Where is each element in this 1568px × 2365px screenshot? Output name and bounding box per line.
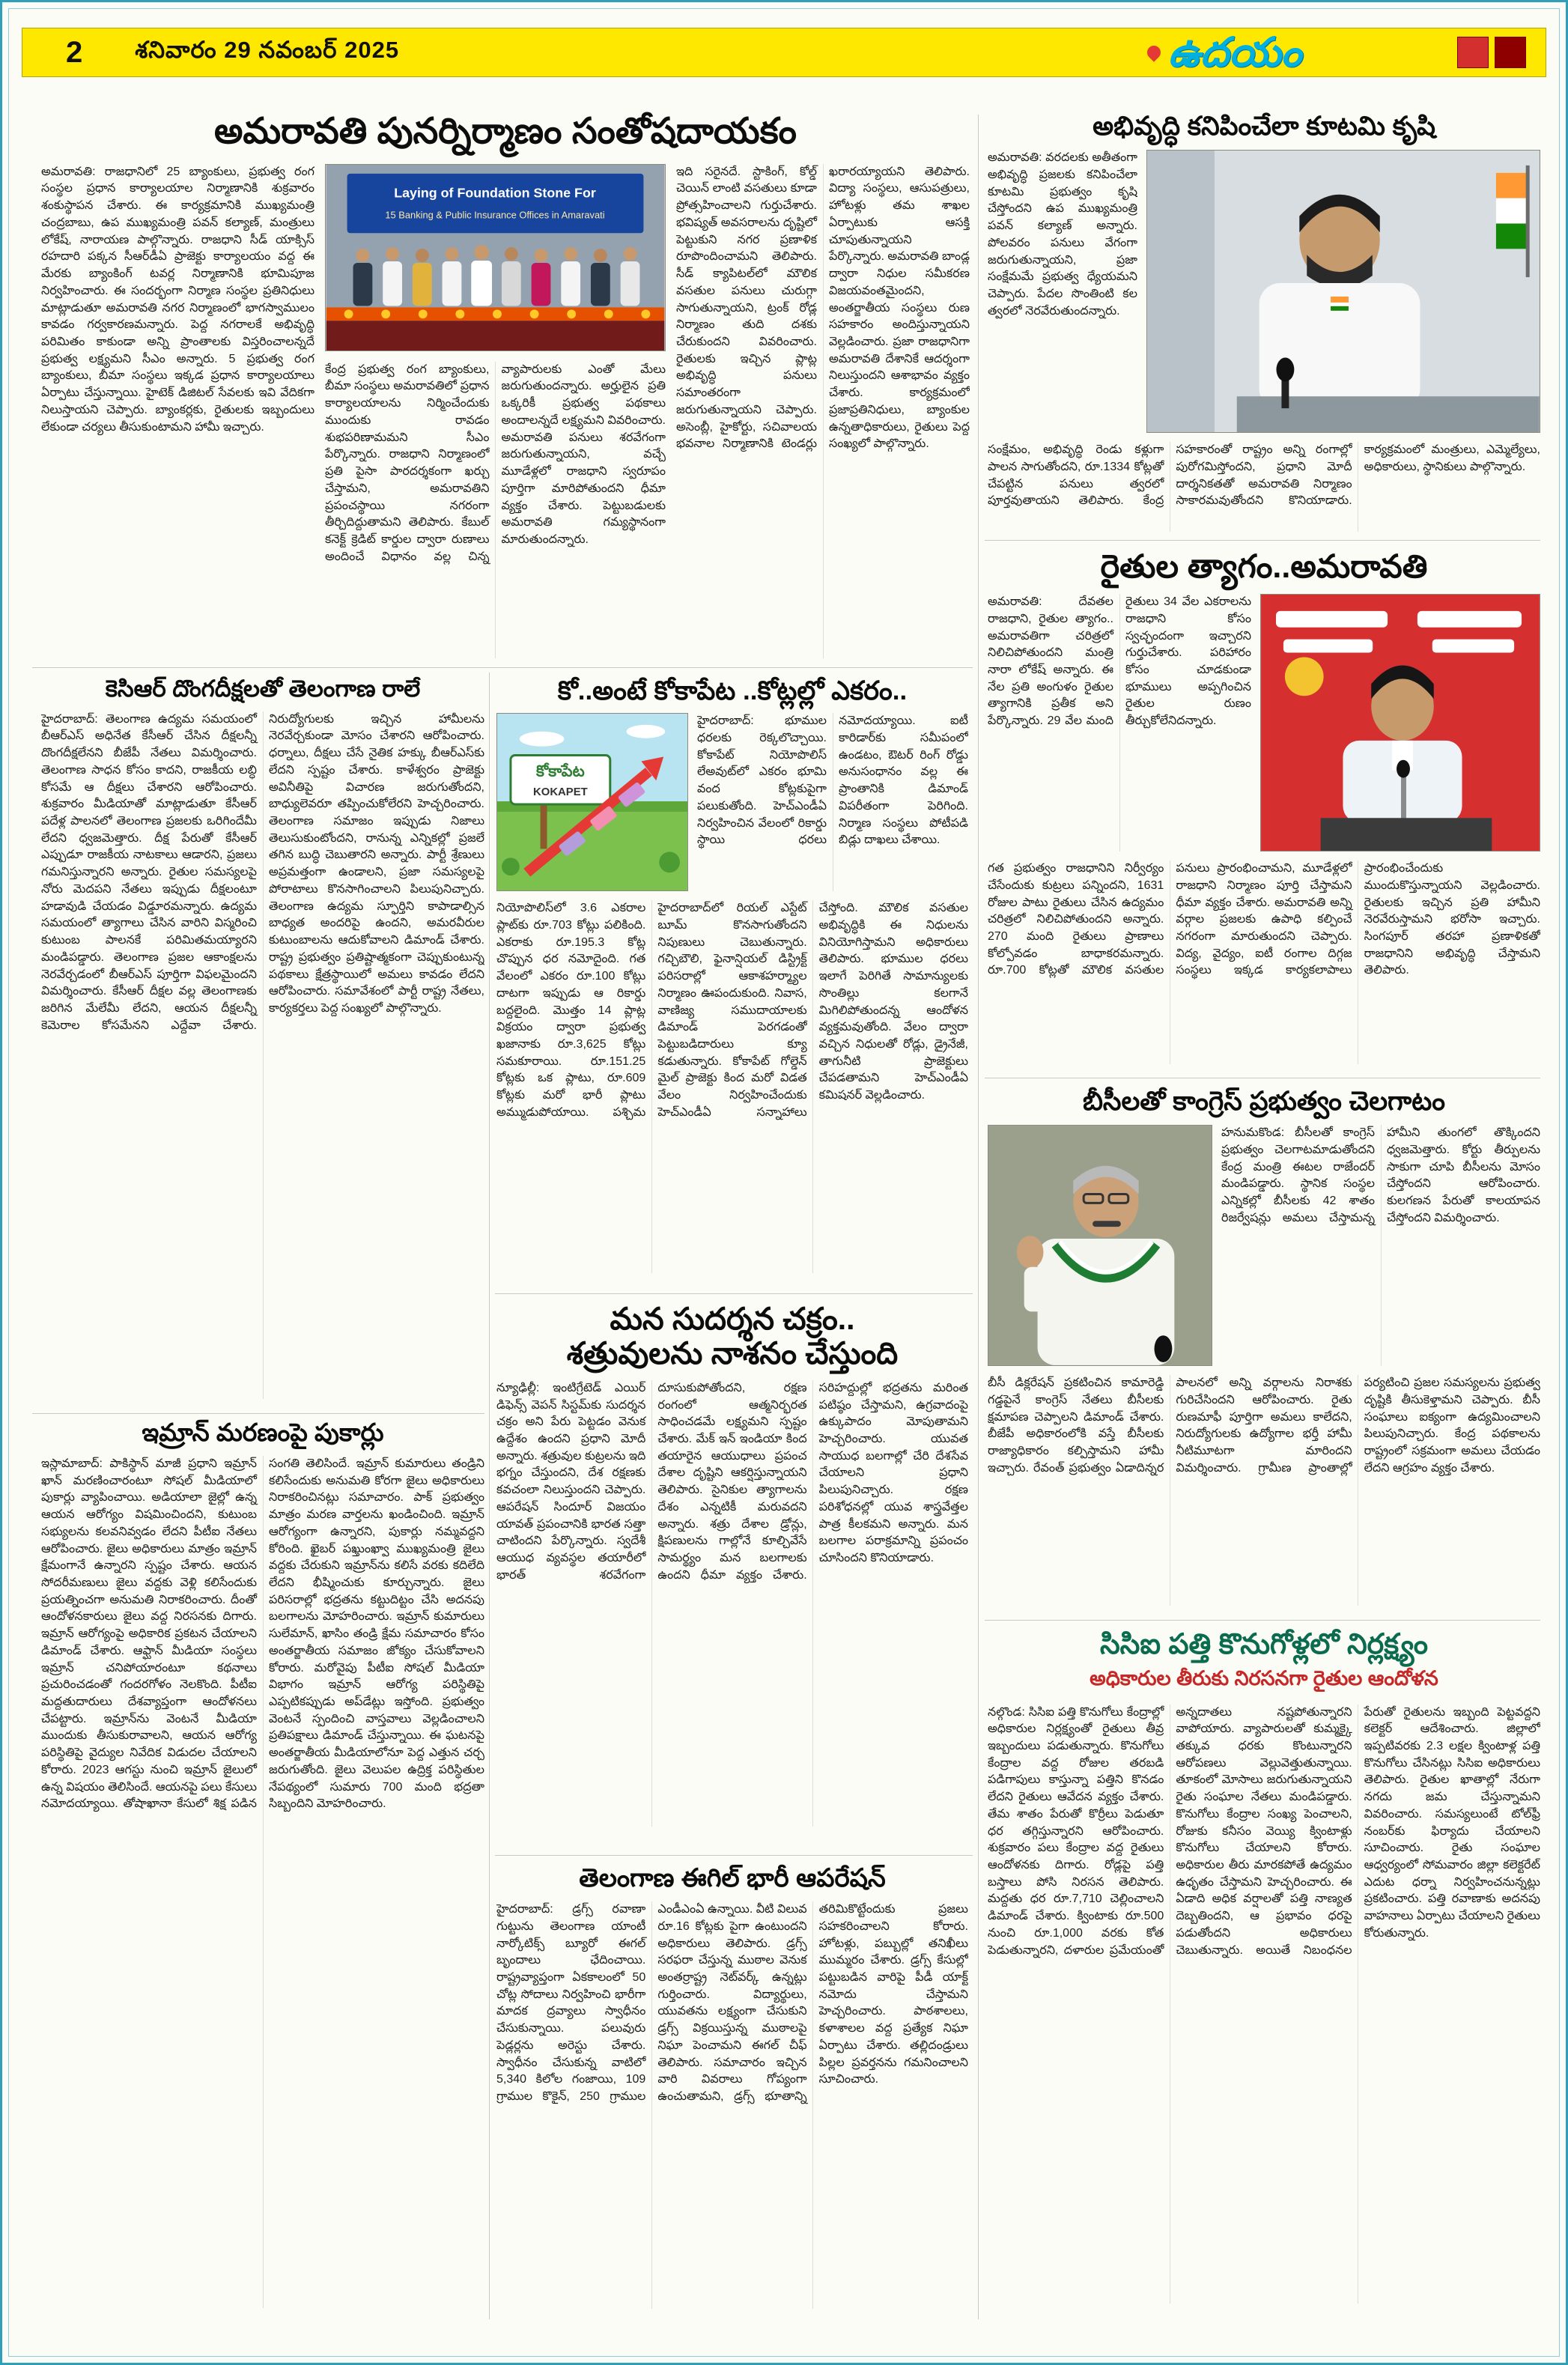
article-text: నియోపొలిస్‌లో 3.6 ఎకరాల ప్లాట్‌కు రూ.703 కోట్లు పలికింది. ఎకరాకు రూ.195.3 కోట్ల చొప్పున ధర నమోదైంది. గత వేలంలో ఎకరం రూ.100 కోట్లు దాటగా ఇప్పుడు ఆ రికార్డు బద్దలైంది. మొత్తం 14 ప్లాట్ల విక్రయం ద్వారా ప్రభుత్వ ఖజానాకు రూ.3,625 కోట్లు సమకూరాయి. రూ.151.25 కోట్లకు ఒక ప్లాటు, రూ.609 కోట్లకు మరో భారీ ప్లాటు అమ్ముడుపోయాయి. పశ్చిమ హైదరాబాద్‌లో రియల్ ఎస్టేట్ బూమ్ కొనసాగుతోందని నిపుణులు చెబుతున్నారు. గచ్చిబౌలి, ఫైనాన్షియల్ డిస్ట్రిక్ట్ పరిసరాల్లో ఆకాశహర్మ్యాల నిర్మాణం ఊపందుకుంది. నివాస, వాణిజ్య సముదాయాలకు డిమాండ్ పెరగడంతో పెట్టుబడిదారులు క్యూ కడుతున్నారు. కోకాపేట్ గోల్డెన్ మైల్ ప్రాజెక్టు కింద మరో విడత వేలం నిర్వహించేందుకు హెచ్ఎండీఏ సన్నాహాలు చేస్తోంది. మౌలిక వసతుల అభివృద్ధికి ఈ నిధులను వినియోగిస్తామని అధికారులు తెలిపారు. భూముల ధరలు ఇలాగే పెరిగితే సామాన్యులకు సొంతిల్లు కలగానే మిగిలిపోతుందన్న ఆందోళన వ్యక్తమవుతోంది. వేలం ద్వారా వచ్చిన నిధులతో రోడ్లు, డ్రైనేజీ, తాగునీటి ప్రాజెక్టులు చేపడతామని హెచ్ఎండీఏ కమిషనర్ వెల్లడించారు. — [496, 902, 968, 1119]
banner-line-1: Laying of Foundation Stone For — [394, 185, 596, 201]
headline-kcr-deekshalu: కెసిఆర్ దొంగదీక్షలతో తెలంగాణ రాలే — [105, 676, 421, 702]
headline-kokapet-auction: కో..అంటే కోకాపేట ..కోట్లల్లో ఎకరం.. — [557, 676, 908, 705]
headline-eagle-operation: తెలంగాణ ఈగిల్ భారీ ఆపరేషన్ — [579, 1864, 886, 1892]
header-badge-dark — [1495, 37, 1526, 68]
section-divider — [32, 667, 973, 668]
headline-rythula-tyagam: రైతుల త్యాగం..అమరావతి — [1100, 549, 1428, 585]
article-kutami-krushi — [988, 112, 1540, 532]
foundation-ceremony-photo — [325, 164, 666, 351]
headline-sudarshan-line2: శత్రువులను నాశనం చేస్తుంది — [566, 1335, 899, 1370]
headline-amaravati-rebuild: అమరావతి పునర్నిర్మాణం సంతోషదాయకం — [213, 112, 797, 151]
page-number: 2 — [66, 35, 83, 69]
section-divider — [495, 1293, 973, 1294]
headline-cci-cotton: సిసిఐ పత్తి కొనుగోళ్లలో నిర్లక్ష్యం — [1099, 1629, 1428, 1660]
pawan-kalyan-photo — [1146, 150, 1540, 433]
article-text: న్యూఢిల్లీ: ఇంటిగ్రేటెడ్ ఎయిర్ డిఫెన్స్ వెపన్ సిస్టమ్‌కు సుదర్శన చక్రం అని పేరు పెట్టడం వెనుక ఉద్దేశం ఉందని ప్రధాని మోదీ అన్నారు. శత్రువుల కుట్రలను ఇది భగ్నం చేస్తుందని, దేశ రక్షణకు కవచంలా నిలుస్తుందని చెప్పారు. ఆపరేషన్ సిందూర్ విజయం యావత్ ప్రపంచానికి భారత సత్తా చాటిందని పేర్కొన్నారు. స్వదేశీ ఆయుధ వ్యవస్థల తయారీలో భారత్ శరవేగంగా దూసుకుపోతోందని, రక్షణ రంగంలో ఆత్మనిర్భరత సాధించడమే లక్ష్యమని స్పష్టం చేశారు. మేక్ ఇన్ ఇండియా కింద తయారైన ఆయుధాలు ప్రపంచ దేశాల దృష్టిని ఆకర్షిస్తున్నాయని తెలిపారు. సైనికుల త్యాగాలను దేశం ఎన్నటికీ మరువదని అన్నారు. శత్రు దేశాల డ్రోన్లు, క్షిపణులను గాల్లోనే కూల్చివేసే సామర్థ్యం మన బలగాలకు ఉందని ధీమా వ్యక్తం చేశారు. సరిహద్దుల్లో భద్రతను మరింత పటిష్ఠం చేస్తామని, ఉగ్రవాదంపై ఉక్కుపాదం మోపుతామని హెచ్చరించారు. యువత సాయుధ బలగాల్లో చేరి దేశసేవ చేయాలని ప్రధాని పిలుపునిచ్చారు. రక్షణ పరిశోధనల్లో యువ శాస్త్రవేత్తల పాత్ర కీలకమని అన్నారు. మన బలగాల పరాక్రమాన్ని ప్రపంచం చూసిందని కొనియాడారు. — [496, 1381, 968, 1582]
column-divider — [489, 673, 490, 2319]
article-text: హైదరాబాద్: భూముల ధరలకు రెక్కలొచ్చాయి. కోకాపేట్ నియోపొలిస్ లేఅవుట్‌లో ఎకరం భూమి వంద కోట్లకుపైగా పలుకుతోంది. హెచ్ఎండీఏ నిర్వహించిన వేలంలో రికార్డు స్థాయి ధరలు నమోదయ్యాయి. ఐటీ కారిడార్‌కు సమీపంలో ఉండటం, ఔటర్ రింగ్ రోడ్డు అనుసంధానం వల్ల ఈ ప్రాంతానికి డిమాండ్ విపరీతంగా పెరిగింది. నిర్మాణ సంస్థలు పోటీపడి బిడ్లు దాఖలు చేశాయి. — [697, 714, 968, 847]
masthead-logo — [1147, 32, 1301, 73]
article-text: అమరావతి: దేవతల రాజధాని, రైతుల త్యాగం.. అమరావతిగా చరిత్రలో నిలిచిపోతుందని మంత్రి నారా లోకేష్ అన్నారు. ఈ నేల ప్రతి అంగుళం రైతుల త్యాగానికి ప్రతీక అని పేర్కొన్నారు. 29 వేల మంది రైతులు 34 వేల ఎకరాలను రాజధాని కోసం స్వచ్ఛందంగా ఇచ్చారని గుర్తుచేశారు. పరిహారం కోసం చూడకుండా భూములు అప్పగించిన రైతుల రుణం తీర్చుకోలేనిదన్నారు. — [988, 595, 1251, 728]
header-bar — [22, 28, 1546, 77]
article-cci-cotton — [988, 1629, 1540, 2304]
header-badges — [1451, 37, 1526, 68]
section-divider — [985, 540, 1540, 541]
masthead-title: ఉదయం — [1167, 30, 1301, 75]
article-rythula-tyagam — [988, 549, 1540, 1064]
banner-line-2: 15 Banking & Public Insurance Offices in Amaravati — [385, 209, 605, 221]
section-divider — [495, 1855, 973, 1856]
article-text: హనుమకొండ: బీసీలతో కాంగ్రెస్ ప్రభుత్వం చెలగాటమాడుతోందని కేంద్ర మంత్రి ఈటల రాజేందర్ మండిపడ్డారు. స్థానిక సంస్థల ఎన్నికల్లో బీసీలకు 42 శాతం రిజర్వేషన్లు అమలు చేస్తామన్న హామీని తుంగలో తొక్కిందని ధ్వజమెత్తారు. కోర్టు తీర్పులను సాకుగా చూపి బీసీలను మోసం చేస్తోందని ఆరోపించారు. కులగణన పేరుతో కాలయాపన చేస్తోందని విమర్శించారు. — [1221, 1126, 1540, 1224]
lokesh-photo — [1260, 594, 1540, 851]
article-text: అమరావతి: రాజధానిలో 25 బ్యాంకులు, ప్రభుత్వ రంగ సంస్థల ప్రధాన కార్యాలయాల నిర్మాణానికి శుక్రవారం శంకుస్థాపన చేశారు. ఈ కార్యక్రమానికి ముఖ్యమంత్రి చంద్రబాబు, ఉప ముఖ్యమంత్రి పవన్ కల్యాణ్, మంత్రులు లోకేష్, నారాయణ పాల్గొన్నారు. రాజధాని సీడ్ యాక్సిస్ రహదారి పక్కన సీఆర్‌డీఏ ప్రాజెక్టు కార్యాలయం వద్ద ఈ మేరకు బ్యాంకింగ్ టవర్ల నిర్మాణానికి భూమిపూజ నిర్వహించారు. ఈ సందర్భంగా నిర్మాణ సంస్థల ప్రతినిధులు మాట్లాడుతూ అమరావతి నగర నిర్మాణంలో భాగస్వాములం కావడం గర్వకారణమన్నారు. పెద్ద నగరాలకే అభివృద్ధి పరిమితం కాకుండా అన్ని ప్రాంతాలకు విస్తరించాలన్నదే ప్రభుత్వ లక్ష్యమని సీఎం అన్నారు. 5 ప్రభుత్వ రంగ బ్యాంకులు, బీమా సంస్థలు ఇక్కడ ప్రధాన కార్యాలయాలు ఏర్పాటు చేస్తున్నాయి. హైటెక్ డిజిటల్ సేవలకు ఇవి వేదికగా నిలుస్తాయని చెప్పారు. బ్యాంకర్లకు, రైతులకు ఇబ్బందులు లేకుండా చర్యలు తీసుకుంటామని హామీ ఇచ్చారు. — [41, 165, 314, 434]
subhead-cci-cotton: అధికారుల తీరుకు నిరసనగా రైతుల ఆందోళన — [1090, 1666, 1438, 1689]
section-divider — [985, 1620, 1540, 1621]
article-text: ఇస్లామాబాద్: పాకిస్థాన్ మాజీ ప్రధాని ఇమ్రాన్ ఖాన్ మరణించారంటూ సోషల్ మీడియాలో పుకార్లు వ్యాపించాయి. అడియాలా జైల్లో ఉన్న ఆయన ఆరోగ్యం విషమించిందని, కుటుంబ సభ్యులను కలవనివ్వడం లేదని పీటీఐ నేతలు ఆరోపించారు. జైలు అధికారులు మాత్రం ఇమ్రాన్ క్షేమంగానే ఉన్నారని స్పష్టం చేశారు. ఆయన సోదరీమణులు జైలు వద్దకు వెళ్లి కలిసేందుకు ప్రయత్నించగా అనుమతి నిరాకరించారు. దీంతో ఆందోళనకారులు జైలు వద్ద నిరసనకు దిగారు. ఇమ్రాన్ ఆరోగ్యంపై అధికారిక ప్రకటన చేయాలని డిమాండ్ చేశారు. ఆఫ్ఘాన్ మీడియా సంస్థలు ఇమ్రాన్ చనిపోయారంటూ కథనాలు ప్రచురించడంతో గందరగోళం నెలకొంది. పీటీఐ మద్దతుదారులు దేశవ్యాప్తంగా ఆందోళనలు చేపట్టారు. ఇమ్రాన్‌ను వెంటనే మీడియా ముందుకు తీసుకురావాలని, ఆయన ఆరోగ్య పరిస్థితిపై వైద్యుల నివేదిక విడుదల చేయాలని కోరారు. 2023 ఆగస్టు నుంచి ఇమ్రాన్ జైలులో ఉన్న విషయం తెలిసిందే. ఆయనపై పలు కేసులు నమోదయ్యాయి. తోషాఖానా కేసులో శిక్ష పడిన సంగతి తెలిసిందే. ఇమ్రాన్ కుమారులు తండ్రిని కలిసేందుకు అనుమతి కోరగా జైలు అధికారులు నిరాకరించినట్లు సమాచారం. పాక్ ప్రభుత్వం మాత్రం మరణ వార్తలను ఖండించింది. ఇమ్రాన్ ఆరోగ్యంగా ఉన్నారని, పుకార్లు నమ్మవద్దని కోరింది. ఖైబర్ పఖ్తుంఖ్వా ముఖ్యమంత్రి జైలు వద్దకు చేరుకుని ఇమ్రాన్‌ను కలిసే వరకు కదిలేది లేదని భీష్మించుకు కూర్చున్నారు. జైలు పరిసరాల్లో భద్రతను కట్టుదిట్టం చేసి అదనపు బలగాలను మోహరించారు. ఇమ్రాన్ కుమారులు సులేమాన్, ఖాసిం తండ్రి క్షేమ సమాచారం కోసం అంతర్జాతీయ సమాజం జోక్యం చేసుకోవాలని కోరారు. మరోవైపు పీటీఐ సోషల్ మీడియా విభాగం ఇమ్రాన్ ఆరోగ్య పరిస్థితిపై ఎప్పటికప్పుడు అప్‌డేట్లు ఇస్తోంది. ప్రభుత్వం వెంటనే స్పందించి వాస్తవాలు వెల్లడించాలని ప్రతిపక్షాలు డిమాండ్ చేస్తున్నాయి. ఈ ఘటనపై అంతర్జాతీయ మీడియాలోనూ పెద్ద ఎత్తున చర్చ జరుగుతోంది. జైలు వెలుపల ఉద్రిక్త పరిస్థితుల నేపథ్యంలో సుమారు 700 మంది భద్రతా సిబ్బందిని మోహరించారు. — [41, 1457, 484, 1811]
column-divider — [978, 115, 979, 2319]
header-badge-red — [1457, 37, 1489, 68]
article-text: కేంద్ర ప్రభుత్వ రంగ బ్యాంకులు, బీమా సంస్థలు అమరావతిలో ప్రధాన కార్యాలయాలను నిర్మించేందుకు ముందుకు రావడం శుభపరిణామమని సీఎం పేర్కొన్నారు. రాజధాని నిర్మాణంలో ప్రతి పైసా పారదర్శకంగా ఖర్చు చేస్తామని, అమరావతిని ప్రపంచస్థాయి నగరంగా తీర్చిదిద్దుతామని తెలిపారు. కేబుల్ కనెక్ట్ క్రెడిట్ కార్డుల ద్వారా రుణాలు అందించే విధానం వల్ల చిన్న వ్యాపారులకు ఎంతో మేలు జరుగుతుందన్నారు. అర్హులైన ప్రతి ఒక్కరికీ ప్రభుత్వ పథకాలు అందాలన్నదే లక్ష్యమని వివరించారు. అమరావతి పనులు శరవేగంగా జరుగుతున్నాయని, వచ్చే మూడేళ్లలో రాజధాని స్వరూపం పూర్తిగా మారిపోతుందని ధీమా వ్యక్తం చేశారు. పెట్టుబడులకు అమరావతి గమ్యస్థానంగా మారుతుందన్నారు. — [325, 362, 666, 563]
article-text: నల్గొండ: సిసిఐ పత్తి కొనుగోలు కేంద్రాల్లో అధికారుల నిర్లక్ష్యంతో రైతులు తీవ్ర ఇబ్బందులు పడుతున్నారు. కొనుగోలు కేంద్రాల వద్ద రోజుల తరబడి పడిగాపులు కాస్తున్నా పత్తిని కొనడం లేదని రైతులు ఆవేదన వ్యక్తం చేశారు. తేమ శాతం పేరుతో కొర్రీలు పెడుతూ ధర తగ్గిస్తున్నారని ఆరోపించారు. శుక్రవారం పలు కేంద్రాల వద్ద రైతులు ఆందోళనకు దిగారు. రోడ్లపై పత్తి బస్తాలు పోసి నిరసన తెలిపారు. మద్దతు ధర రూ.7,710 చెల్లించాలని డిమాండ్ చేశారు. క్వింటాకు రూ.500 నుంచి రూ.1,000 వరకు కోత పెడుతున్నారని, దళారుల ప్రమేయంతో అన్నదాతలు నష్టపోతున్నారని వాపోయారు. వ్యాపారులతో కుమ్మక్కై తక్కువ ధరకు కొంటున్నారని ఆరోపణలు వెల్లువెత్తుతున్నాయి. తూకంలో మోసాలు జరుగుతున్నాయని రైతు సంఘాల నేతలు మండిపడ్డారు. కొనుగోలు కేంద్రాల సంఖ్య పెంచాలని, రోజుకు కనీసం వెయ్యి క్వింటాళ్లు కొనుగోలు చేయాలని కోరారు. అధికారుల తీరు మారకపోతే ఉద్యమం ఉధృతం చేస్తామని హెచ్చరించారు. ఈ ఏడాది అధిక వర్షాలతో పత్తి నాణ్యత దెబ్బతిందని, ఆ ప్రభావం ధరపై పడుతోందని అధికారులు చెబుతున్నారు. అయితే నిబంధనల పేరుతో రైతులను ఇబ్బంది పెట్టవద్దని కలెక్టర్ ఆదేశించారు. జిల్లాలో ఇప్పటివరకు 2.3 లక్షల క్వింటాళ్ల పత్తి కొనుగోలు చేసినట్లు సిసిఐ అధికారులు తెలిపారు. రైతుల ఖాతాల్లో నేరుగా నగదు జమ చేస్తున్నామని వివరించారు. సమస్యలుంటే టోల్‌ఫ్రీ నంబర్‌కు ఫిర్యాదు చేయాలని సూచించారు. రైతు సంఘాల ఆధ్వర్యంలో సోమవారం జిల్లా కలెక్టరేట్ ఎదుట ధర్నా నిర్వహించనున్నట్లు ప్రకటించారు. పత్తి రవాణాకు అదనపు వాహనాలు ఏర్పాటు చేయాలని రైతులు కోరుతున్నారు. — [988, 1705, 1540, 1957]
kokapet-sign-telugu: కోకాపేట — [536, 762, 585, 780]
article-center-stack — [325, 164, 666, 658]
article-eagle-operation — [496, 1864, 968, 2309]
article-text: బీసీ డిక్లరేషన్ ప్రకటించిన కామారెడ్డి గడ్డపైనే కాంగ్రెస్ నేతలు బీసీలకు క్షమాపణ చెప్పాలని డిమాండ్ చేశారు. బీజేపీ అధికారంలోకి వస్తే బీసీలకు రాజ్యాధికారం కల్పిస్తామని హామీ ఇచ్చారు. రేవంత్ ప్రభుత్వం ఏడాదిన్నర పాలనలో అన్ని వర్గాలను నిరాశకు గురిచేసిందని ఆరోపించారు. రైతు రుణమాఫీ పూర్తిగా అమలు కాలేదని, నిరుద్యోగులకు ఉద్యోగాల భర్తీ హామీ నీటిమూటగా మారిందని విమర్శించారు. గ్రామీణ ప్రాంతాల్లో పర్యటించి ప్రజల సమస్యలను ప్రభుత్వ దృష్టికి తీసుకెళ్తామని చెప్పారు. బీసీ సంఘాలు ఐక్యంగా ఉద్యమించాలని పిలుపునిచ్చారు. కేంద్ర పథకాలను రాష్ట్రంలో సక్రమంగా అమలు చేయడం లేదని ఆగ్రహం వ్యక్తం చేశారు. — [988, 1376, 1540, 1475]
article-text: అమరావతి: వరదలకు అతీతంగా అభివృద్ధి ప్రజలకు కనిపించేలా కూటమి ప్రభుత్వం కృషి చేస్తోందని ఉప ముఖ్యమంత్రి పవన్ కల్యాణ్ అన్నారు. పోలవరం పనులు వేగంగా జరుగుతున్నాయని, ప్రజా సంక్షేమమే ప్రభుత్వ ధ్యేయమని చెప్పారు. పేదల సొంతింటి కల త్వరలో నెరవేరుతుందన్నారు. — [988, 151, 1137, 318]
article-text: హైదరాబాద్: తెలంగాణ ఉద్యమ సమయంలో బీఆర్ఎస్ అధినేత కేసీఆర్ చేసిన దీక్షలన్నీ దొంగదీక్షలేనని బీజేపీ నేతలు విమర్శించారు. తెలంగాణ సాధన కోసం కాదని, రాజకీయ లబ్ధి కోసమే ఆ దీక్షలు చేశారని ఆరోపించారు. శుక్రవారం మీడియాతో మాట్లాడుతూ కేసీఆర్ పదేళ్ల పాలనలో తెలంగాణ ప్రజలకు ఒరిగిందేమీ లేదని ధ్వజమెత్తారు. దీక్ష పేరుతో కేసీఆర్ ఎప్పుడూ రాజకీయ నాటకాలు ఆడారని, ప్రజలు గమనిస్తున్నారని అన్నారు. రైతుల సమస్యలపై నోరు మెదపని నేతలు ఇప్పుడు దీక్షలంటూ హడావుడి చేయడం విడ్డూరమన్నారు. ఉద్యమ సమయంలో త్యాగాలు చేసిన వారిని విస్మరించి కుటుంబ పాలనకే పరిమితమయ్యారని మండిపడ్డారు. తెలంగాణ ప్రజల ఆకాంక్షలను నెరవేర్చడంలో బీఆర్ఎస్ పూర్తిగా విఫలమైందని విమర్శించారు. కేసీఆర్ దీక్షల వల్ల తెలంగాణకు జరిగిన మేలేమీ లేదని, ఆయన దీక్షలన్నీ కెమెరాల కోసమేనని ఎద్దేవా చేశారు. నిరుద్యోగులకు ఇచ్చిన హామీలను నెరవేర్చకుండా మోసం చేశారని ఆరోపించారు. ధర్నాలు, దీక్షలు చేసే నైతిక హక్కు బీఆర్ఎస్‌కు లేదని స్పష్టం చేశారు. కాళేశ్వరం ప్రాజెక్టు అవినీతిపై విచారణ జరుగుతోందని, బాధ్యులెవరూ తప్పించుకోలేరని హెచ్చరించారు. తెలంగాణ సమాజం ఇప్పుడు నిజాలు తెలుసుకుంటోందని, రానున్న ఎన్నికల్లో ప్రజలే తగిన బుద్ధి చెబుతారని అన్నారు. పార్టీ శ్రేణులు అప్రమత్తంగా ఉండాలని, ప్రజా సమస్యలపై పోరాటాలు కొనసాగించాలని పిలుపునిచ్చారు. తెలంగాణ ఉద్యమ స్ఫూర్తిని కాపాడాల్సిన బాధ్యత అందరిపై ఉందని, అమరవీరుల కుటుంబాలను ఆదుకోవాలని డిమాండ్ చేశారు. రాష్ట్ర ప్రభుత్వం ప్రతిష్టాత్మకంగా చెప్పుకుంటున్న పథకాలు క్షేత్రస్థాయిలో అమలు కావడం లేదని ఆరోపించారు. సమావేశంలో పార్టీ రాష్ట్ర నేతలు, కార్యకర్తలు పెద్ద సంఖ్యలో పాల్గొన్నారు. — [41, 712, 484, 1032]
article-imran-rumors — [41, 1419, 484, 2308]
etela-rajender-photo — [988, 1125, 1212, 1366]
headline-bc-congress: బీసీలతో కాంగ్రెస్ ప్రభుత్వం చెలగాటం — [1082, 1087, 1446, 1116]
kokapet-sign-english: KOKAPET — [533, 786, 588, 799]
article-kcr-deekshalu — [41, 676, 484, 1399]
headline-kutami-krushi: అభివృద్ధి కనిపించేలా కూటమి కృషి — [1093, 112, 1435, 141]
article-text: సంక్షేమం, అభివృద్ధి రెండు కళ్లుగా పాలన సాగుతోందని, రూ.1334 కోట్లతో చేపట్టిన పనులు త్వరలో పూర్తవుతాయని తెలిపారు. కేంద్ర సహకారంతో రాష్ట్రం అన్ని రంగాల్లో పురోగమిస్తోందని, ప్రధాని మోదీ దార్శనికతతో అమరావతి నిర్మాణం సాకారమవుతోందని కొనియాడారు. కార్యక్రమంలో మంత్రులు, ఎమ్మెల్యేలు, అధికారులు, స్థానికులు పాల్గొన్నారు. — [988, 443, 1540, 508]
headline-sudarshan-line1: మన సుదర్శన చక్రం.. — [610, 1302, 855, 1336]
page-date: శనివారం 29 నవంబర్ 2025 — [135, 36, 400, 63]
masthead-sun-icon — [1144, 43, 1163, 61]
article-text: గత ప్రభుత్వం రాజధానిని నిర్వీర్యం చేసేందుకు కుట్రలు పన్నిందని, 1631 రోజుల పాటు రైతులు చేసిన ఉద్యమం చరిత్రలో నిలిచిపోతుందని అన్నారు. 270 మంది రైతులు ప్రాణాలు కోల్పోవడం బాధాకరమన్నారు. రూ.700 కోట్లతో మౌలిక వసతుల పనులు ప్రారంభించామని, మూడేళ్లలో రాజధాని నిర్మాణం పూర్తి చేస్తామని ధీమా వ్యక్తం చేశారు. అమరావతి అన్ని వర్గాల ప్రజలకు ఉపాధి కల్పించే నగరంగా మారుతుందని చెప్పారు. విద్య, వైద్యం, ఐటీ రంగాల దిగ్గజ సంస్థలు ఇక్కడ కార్యకలాపాలు ప్రారంభించేందుకు ముందుకొస్తున్నాయని వెల్లడించారు. రైతులకు ఇచ్చిన ప్రతి హామీని నెరవేరుస్తామని భరోసా ఇచ్చారు. సింగపూర్ తరహా ప్రణాళికతో రాజధానిని అభివృద్ధి చేస్తామని తెలిపారు. — [988, 862, 1540, 977]
article-sudarshan-chakra — [496, 1302, 968, 1827]
article-text: హైదరాబాద్: డ్రగ్స్ రవాణా గుట్టును తెలంగాణ యాంటీ నార్కోటిక్స్ బ్యూరో ఈగల్ బృందాలు ఛేదించాయి. రాష్ట్రవ్యాప్తంగా ఏకకాలంలో 50 చోట్ల సోదాలు నిర్వహించి భారీగా మాదక ద్రవ్యాలు స్వాధీనం చేసుకున్నాయి. పలువురు పెడ్లర్లను అరెస్టు చేశారు. స్వాధీనం చేసుకున్న వాటిలో 5,340 కిలోల గంజాయి, 109 గ్రాముల కొకైన్, 250 గ్రాముల ఎండీఎంఏ ఉన్నాయి. వీటి విలువ రూ.16 కోట్లకు పైగా ఉంటుందని అధికారులు తెలిపారు. డ్రగ్స్ సరఫరా చేస్తున్న ముఠాల వెనుక అంతర్రాష్ట్ర నెట్‌వర్క్ ఉన్నట్లు గుర్తించారు. విద్యార్థులు, యువతను లక్ష్యంగా చేసుకుని డ్రగ్స్ విక్రయిస్తున్న ముఠాలపై నిఘా పెంచామని ఈగల్ చీఫ్ తెలిపారు. సమాచారం ఇచ్చిన వారి వివరాలు గోప్యంగా ఉంచుతామని, డ్రగ్స్ భూతాన్ని తరిమికొట్టేందుకు ప్రజలు సహకరించాలని కోరారు. హోటళ్లు, పబ్బుల్లో తనిఖీలు ముమ్మరం చేశారు. డ్రగ్స్ కేసుల్లో పట్టుబడిన వారిపై పీడీ యాక్ట్ నమోదు చేస్తామని హెచ్చరించారు. పాఠశాలలు, కళాశాలల వద్ద ప్రత్యేక నిఘా ఏర్పాటు చేశారు. తల్లిదండ్రులు పిల్లల ప్రవర్తనను గమనించాలని సూచించారు. — [496, 1903, 968, 2103]
article-kokapet-auction — [496, 676, 968, 1273]
kokapet-graphic — [496, 713, 688, 891]
article-amaravati-rebuild — [41, 112, 970, 658]
section-divider — [32, 1413, 484, 1414]
headline-imran-rumors: ఇమ్రాన్ మరణంపై పుకార్లు — [142, 1418, 384, 1446]
article-text: ఇది సరైనదే. స్టాకింగ్, కోల్డ్ చెయిన్ లాంటి వసతులు కూడా ప్రోత్సహించాలని గుర్తుచేశారు. భవిష్యత్ అవసరాలను దృష్టిలో పెట్టుకుని నగర ప్రణాళిక రూపొందించామని తెలిపారు. సీడ్ క్యాపిటల్‌లో మౌలిక వసతుల పనులు చురుగ్గా సాగుతున్నాయని, ట్రంక్ రోడ్ల నిర్మాణం తుది దశకు చేరుకుందని వివరించారు. రైతులకు ఇచ్చిన ప్లాట్ల అభివృద్ధి పనులు సమాంతరంగా జరుగుతున్నాయని చెప్పారు. అసెంబ్లీ, హైకోర్టు, సచివాలయ భవనాల నిర్మాణానికి టెండర్లు ఖరారయ్యాయని తెలిపారు. విద్యా సంస్థలు, ఆసుపత్రులు, హోటళ్లు తమ శాఖల ఏర్పాటుకు ఆసక్తి చూపుతున్నాయని పేర్కొన్నారు. అమరావతి బాండ్ల ద్వారా నిధుల సమీకరణ విజయవంతమైందని, అంతర్జాతీయ సంస్థలు రుణ సహకారం అందిస్తున్నాయని వెల్లడించారు. ప్రజా రాజధానిగా అమరావతి దేశానికే ఆదర్శంగా నిలుస్తుందని ఆశాభావం వ్యక్తం చేశారు. కార్యక్రమంలో ప్రజాప్రతినిధులు, బ్యాంకుల ఉన్నతాధికారులు, రైతులు పెద్ద సంఖ్యలో పాల్గొన్నారు. — [676, 165, 970, 451]
article-bc-congress — [988, 1087, 1540, 1606]
